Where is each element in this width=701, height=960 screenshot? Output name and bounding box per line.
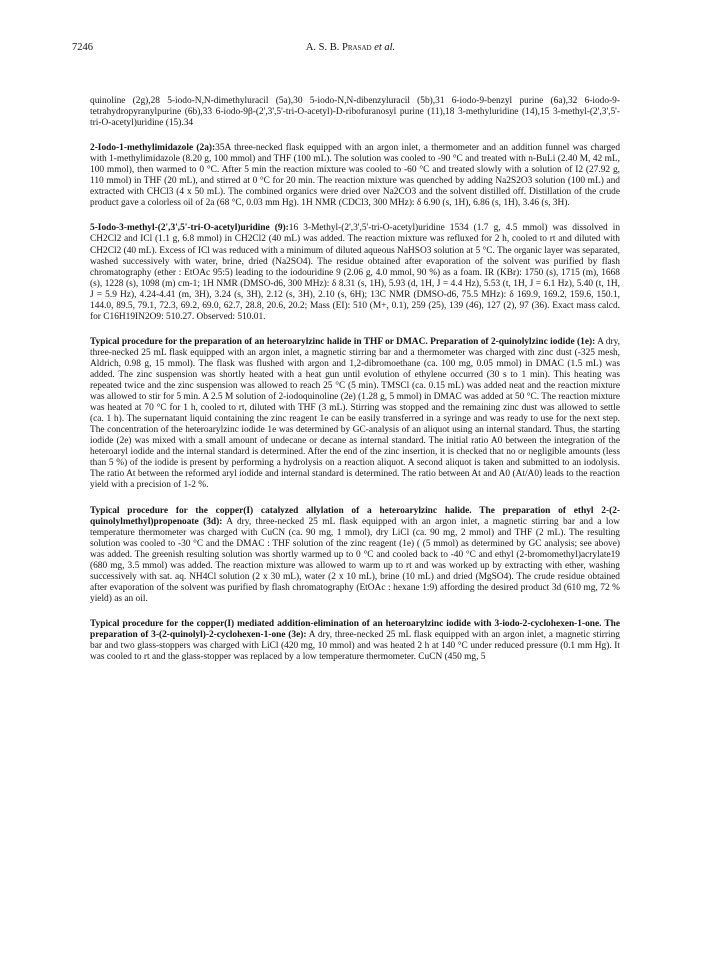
paragraph-text: 35A three-necked flask equipped with an argon inlet, a thermometer and an addition funnel was charged with 1-methylimidazole (8.20 g, 100 mmol) and THF (100 mL). The solution was cooled to -90 °C and treated with n-BuLi (2.40 M, 42 mL, 100 mmol), then warmed to 0 °C. After 5 min the reaction mixture was cooled to -60 °C and treated slowly with a solution of I2 (27.92 g, 110 mmol) in THF (20 mL), and stirred at 0 °C for 20 min. The reaction mixture was quenched by adding Na2S2O3 solution (100 mL) and extracted with CHCl3 (4 x 50 mL). The combined organics were dried over Na2CO3 and the solvent distilled off. Distillation of the crude product gave a colorless oil of 2a (68 °C, 0.03 mm Hg). 1H NMR (CDCl3, 300 MHz): δ 6.90 (s, 1H), 6.86 (s, 1H), 3.46 (s, 3H). xyxy=(90,143,621,209)
paragraph-heteroarylzinc-preparation xyxy=(90,337,620,492)
page-number: 7246 xyxy=(72,42,93,53)
paragraph-text: A dry, three-necked 25 mL flask equipped with an argon inlet, a magnetic stirring bar and a low temperature thermometer was charged with CuCN (ca. 90 mg, 1 mmol), dry LiCl (ca. 90 mg, 2 mmol) and THF (2 mL). The resulting solution was cooled to -30 °C and the DMAC : THF solution of the zinc reagent (1e) ( (5 mmol) as determined by GC analysis; see above) was added. The greenish resulting solution was shortly warmed up to 0 °C and cooled back to -40 °C and ethyl (2-bromomethyl)acrylate19 (680 mg, 3.5 mmol) was added. The reaction mixture was allowed to warm up to rt and was worked up by extracting with ether, washing successively with sat. aq. NH4Cl solution (2 x 30 mL), water (2 x 10 mL), brine (10 mL) and dried (MgSO4). The crude residue obtained after evaporation of the solvent was purified by flash chromatography (EtOAc : hexane 1:9) affording the desired product 3d (610 mg, 72 % yield) as an oil. xyxy=(90,516,620,604)
paragraph-text: A dry, three-necked 25 mL flask equipped with an argon inlet, a magnetic stirring bar and a thermometer was charged with zinc dust (-325 mesh, Aldrich, 0.98 g, 15 mmol). The flask was flushed with argon and 1,2-dibromoethane (ca. 100 mg, 0.05 mmol) in DMAC (1.5 mL) was added. The zinc suspension was shortly heated with a heat gun until evolution of ethylene occurred (30 s to 1 min). This heating was repeated twice and the zinc suspension was allowed to reach 25 °C (5 min). TMSCl (ca. 0.15 mL) was added neat and the reaction mixture was allowed to stir for 5 min. A 2.5 M solution of 2-iodoquinoline (2e) (1.28 g, 5 mmol) in DMAC was added at 50 °C. The reaction mixture was heated at 70 °C for 1 h, cooled to rt, diluted with THF (3 mL). Stirring was stopped and the remaining zinc dust was allowed to settle (ca. 1 h). The supernatant liquid containing the zinc reagent 1e can be easily transferred in a syringe and was ready to use for the next step. The concentration of the heteroarylzinc iodide 1e was determined by GC-analysis of an aliquot using an internal standard. Thus, the starting iodide (2e) was mixed with a small amount of undecane or decane as internal standard. The initial ratio A0 between the integration of the heteroaryl iodide and the internal standard is determined. After the end of the zinc insertion, it is checked that no or negligible amounts (less than 5 %) of the iodide is present by performing a hydrolysis on a reaction aliquot. A second aliquot is taken and submitted to an iodolysis. The ratio At between the reformed aryl iodide and internal standard is determined. The ratio between At and A0 (At/A0) leads to the reaction yield with a precision of 1-2 %. xyxy=(90,336,620,491)
paragraph-iodouridine xyxy=(90,223,620,322)
paragraph-text: A dry, three-necked 25 mL flask equipped with an argon inlet, a magnetic stirring bar and two glass-stoppers was charged with LiCl (420 mg, 10 mmol) and was heated 2 h at 140 °C under reduced pressure (0.1 mm Hg). It was cooled to rt and the glass-stopper was replaced by a low temperature thermometer. CuCN (450 mg, 5 xyxy=(90,629,620,663)
body-text xyxy=(90,96,620,677)
paragraph-heading: Typical procedure for the copper(I) mediated addition-elimination of an heteroarylzinc iodide with 3-iodo-2-cyclohexen-1-one. The preparation of 3-(2-quinolyl)-2-cyclohexen-1-one (3e): xyxy=(90,618,620,640)
paragraph-iodomethylimidazole xyxy=(90,143,620,209)
running-title-authors: A. S. B. Prasad xyxy=(305,42,372,53)
paragraph-heading: 2-Iodo-1-methylimidazole (2a): xyxy=(90,143,216,154)
running-title xyxy=(0,42,701,53)
paragraph-text: 16 3-Methyl-(2',3',5'-tri-O-acetyl)uridine 1534 (1.7 g, 4.5 mmol) was dissolved in CH2Cl2 and ICl (1.1 g, 6.8 mmol) in CH2Cl2 (40 mL) was added. The reaction mixture was refluxed for 2 h, cooled to rt and diluted with CH2Cl2 (40 mL). Excess of ICl was reduced with a minimum of diluted aqueous NaHSO3 solution at 5 °C. The organic layer was separated, washed successively with water, brine, dried (Na2SO4). The residue obtained after evaporation of the solvent was purified by flash chromatography (ether : EtOAc 95:5) leading to the iodouridine 9 (2.06 g, 4.0 mmol, 90 %) as a foam. IR (KBr): 1750 (s), 1715 (m), 1668 (s), 1228 (s), 1098 (m) cm-1; 1H NMR (DMSO-d6, 300 MHz): δ 8.31 (s, 1H), 5.93 (d, 1H, J = 4.4 Hz), 5.53 (t, 1H, J = 6.1 Hz), 5.40 (t, 1H, J = 5.9 Hz), 4.24-4.41 (m, 3H), 3.24 (s, 3H), 2.12 (s, 3H), 2.10 (s, 6H); 13C NMR (DMSO-d6, 75.5 MHz): δ 169.9, 169.2, 159.6, 150.1, 144.0, 89.5, 79.1, 72.3, 69.2, 69.0, 62.7, 28.8, 20.6, 20.2; Mass (EI): 510 (M+, 0.1), 259 (25), 139 (46), 127 (2), 97 (36). Exact mass calcd. for C16H19IN2O9: 510.27. Observed: 510.01. xyxy=(90,223,621,322)
paragraph-heading: Typical procedure for the copper(I) catalyzed allylation of a heteroarylzinc halide. The preparation of ethyl 2-(2-quinolylmethyl)propenoate (3d): xyxy=(90,505,620,527)
paragraph-heading: Typical procedure for the preparation of an heteroarylzinc halide in THF or DMAC. Preparation of 2-quinolylzinc iodide (1e): xyxy=(90,336,596,347)
running-title-etal: et al. xyxy=(371,42,396,53)
paragraph-text: quinoline (2g),28 5-iodo-N,N-dimethyluracil (5a),30 5-iodo-N,N-dibenzyluracil (5b),31 6-iodo-9-benzyl purine (6a),32 6-iodo-9-tetrahydropyranylpurine (6b),33 6-iodo-9β-(2',3',5'-tri-O-acetyl)-D-ribofuranosyl purine (11),18 3-methyluridine (14),15 3-methyl-(2',3',5'-tri-O-acetyl)uridine (15).34 xyxy=(90,96,620,129)
paragraph-addition-elimination xyxy=(90,619,620,663)
paragraph-intro-references xyxy=(90,96,620,129)
paragraph-copper-allylation xyxy=(90,506,620,605)
paragraph-heading: 5-Iodo-3-methyl-(2',3',5'-tri-O-acetyl)uridine (9): xyxy=(90,223,289,234)
